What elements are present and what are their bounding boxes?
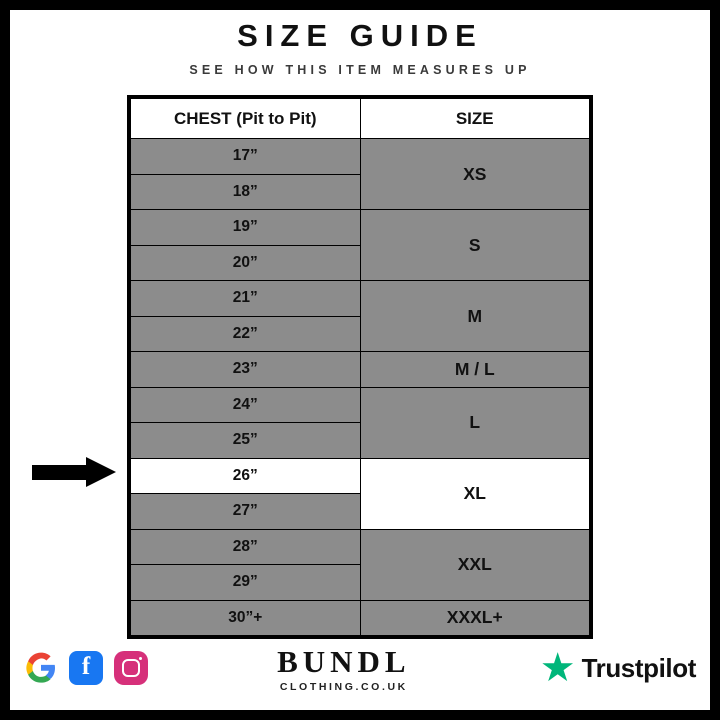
size-cell: L bbox=[360, 387, 590, 458]
trustpilot-star-icon: ★ bbox=[539, 646, 576, 690]
instagram-dot bbox=[139, 657, 142, 660]
brand-domain: CLOTHING.CO.UK bbox=[279, 680, 408, 693]
size-cell: XXL bbox=[360, 529, 590, 600]
measure-cell: 27” bbox=[131, 494, 361, 530]
table-row bbox=[131, 210, 590, 246]
arrow-indicator-icon bbox=[32, 457, 124, 487]
facebook-glyph: f bbox=[81, 653, 91, 680]
table-row bbox=[131, 281, 590, 317]
instagram-ring bbox=[122, 659, 140, 677]
measure-cell: 25” bbox=[131, 423, 361, 459]
measure-cell: 22” bbox=[131, 316, 361, 352]
instagram-icon[interactable] bbox=[114, 651, 148, 685]
size-cell: XXXL+ bbox=[360, 600, 590, 636]
facebook-icon[interactable] bbox=[69, 651, 103, 685]
measure-cell: 20” bbox=[131, 245, 361, 281]
size-table bbox=[130, 98, 590, 636]
size-cell-selected: XL bbox=[360, 458, 590, 529]
measure-cell: 19” bbox=[131, 210, 361, 246]
trustpilot-label: Trustpilot bbox=[581, 652, 696, 683]
measure-cell: 21” bbox=[131, 281, 361, 317]
size-cell: M / L bbox=[360, 352, 590, 388]
page-title: SIZE GUIDE bbox=[237, 18, 483, 53]
google-icon[interactable] bbox=[24, 651, 58, 685]
measure-cell: 17” bbox=[131, 139, 361, 175]
brand-logo bbox=[148, 644, 540, 693]
table-row bbox=[131, 529, 590, 565]
brand-name: BUNDL bbox=[277, 643, 411, 679]
size-cell: XS bbox=[360, 139, 590, 210]
measure-cell-selected: 26” bbox=[131, 458, 361, 494]
measure-cell: 28” bbox=[131, 529, 361, 565]
social-icons bbox=[24, 651, 148, 685]
table-row bbox=[131, 600, 590, 636]
column-header-chest: CHEST (Pit to Pit) bbox=[131, 99, 361, 139]
arrow-shaft bbox=[32, 465, 86, 480]
table-header-row bbox=[131, 99, 590, 139]
measure-cell: 30”+ bbox=[131, 600, 361, 636]
size-cell: M bbox=[360, 281, 590, 352]
trustpilot-logo[interactable] bbox=[540, 648, 696, 688]
size-table-wrapper bbox=[127, 95, 593, 639]
measure-cell: 24” bbox=[131, 387, 361, 423]
table-row bbox=[131, 387, 590, 423]
measure-cell: 23” bbox=[131, 352, 361, 388]
column-header-size: SIZE bbox=[360, 99, 590, 139]
measure-cell: 18” bbox=[131, 174, 361, 210]
footer bbox=[10, 638, 710, 698]
table-row-highlighted bbox=[131, 458, 590, 494]
measure-cell: 29” bbox=[131, 565, 361, 601]
table-row bbox=[131, 352, 590, 388]
size-cell: S bbox=[360, 210, 590, 281]
arrow-head bbox=[86, 457, 116, 487]
table-row bbox=[131, 139, 590, 175]
page-subtitle: SEE HOW THIS ITEM MEASURES UP bbox=[189, 63, 531, 77]
